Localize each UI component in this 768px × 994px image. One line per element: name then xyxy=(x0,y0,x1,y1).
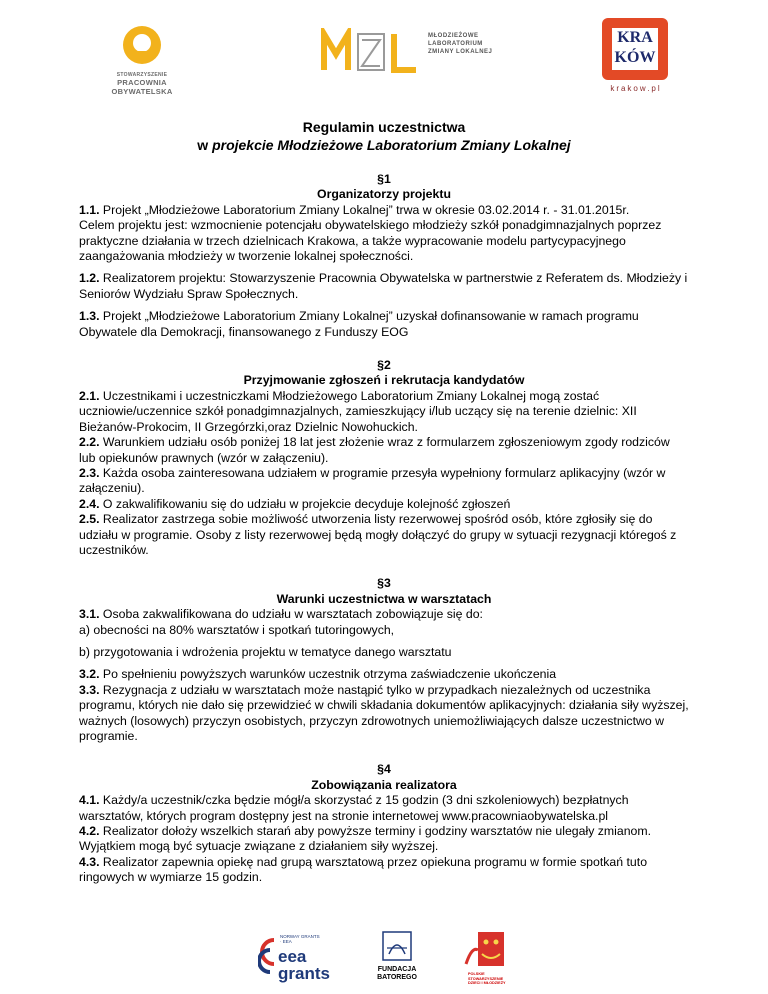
mlzl-line3: ZMIANY LOKALNEJ xyxy=(428,49,493,55)
section-1-title: Organizatorzy projektu xyxy=(317,187,451,202)
document-subtitle xyxy=(79,136,689,154)
eea-line1: eea xyxy=(278,947,307,966)
paragraph-2-3-text: Każda osoba zainteresowana udziałem w programie przesyła wypełniony formularz aplikacyjny (wzór w załączeniu). xyxy=(79,465,666,496)
paragraph-2-2-text: Warunkiem udziału osób poniżej 18 lat jest złożenie wraz z formularzem zgłoszeniowym zgody rodziców lub opiekunów prawnych (wzór w załączeniu). xyxy=(79,435,670,465)
pol-logo-text: POLSKIE STOWARZYSZENIE DZIECI I MŁODZIEŻY xyxy=(468,972,506,985)
eea-swirl-icon xyxy=(258,936,278,976)
paragraph-2-1 xyxy=(79,389,689,435)
paragraph-4-3-text: Realizator zapewnia opiekę nad grupą warsztatową przez opiekuna programu w formie spotkań tuto ringowych w wymiarze 15 godzin. xyxy=(79,854,648,885)
paragraph-1-1-number: 1.1. xyxy=(79,202,100,217)
header-logos xyxy=(0,0,768,110)
document-title: Regulamin uczestnictwa xyxy=(302,119,466,135)
paragraph-4-1 xyxy=(79,793,689,824)
paragraph-3-2 xyxy=(79,667,689,682)
mlzl-logo-text xyxy=(428,32,498,56)
paragraph-3-1 xyxy=(79,607,689,622)
section-4-number: §4 xyxy=(377,762,391,777)
eea-small-text: NORWAY GRANTS · EEA xyxy=(280,934,320,944)
paragraph-1-3-text: Projekt „Młodzieżowe Laboratorium Zmiany Lokalnej” uzyskał dofinansowanie w ramach programu Obywatele dla Demokracji, finansowanego z Funduszy EOG xyxy=(79,309,639,339)
mlzl-line2: LABORATORIUM xyxy=(428,41,483,47)
krakow-logo-frame xyxy=(602,18,668,80)
paragraph-1-2-text: Realizatorem projektu: Stowarzyszenie Pracownia Obywatelska w partnerstwie z Referatem ds. Młodzieży i Seniorów Wydziału Spraw Społecznych. xyxy=(79,271,688,301)
krakow-logo-letters xyxy=(612,28,658,70)
document-body xyxy=(79,118,689,886)
subtitle-project-name: projekcie Młodzieżowe Laboratorium Zmiany Lokalnej xyxy=(212,137,571,153)
krakow-url: krakow.pl xyxy=(610,84,662,93)
krakow-line1: KRA xyxy=(617,29,653,46)
paragraph-2-4-text: O zakwalifikowaniu się do udziału w projekcie decyduje kolejność zgłoszeń xyxy=(99,496,511,511)
section-2-number: §2 xyxy=(377,358,391,373)
pol-figures-icon xyxy=(462,930,510,970)
paragraph-3-1-number: 3.1. xyxy=(79,607,100,622)
paragraph-2-4 xyxy=(79,497,689,512)
paragraph-1-1 xyxy=(79,203,689,218)
logo-spo-line1: STOWARZYSZENIE xyxy=(116,72,168,78)
krakow-logo xyxy=(598,18,674,100)
paragraph-2-5-number: 2.5. xyxy=(79,512,100,527)
logo-spo-line3: OBYWATELSKA xyxy=(111,87,173,96)
paragraph-4-3-number: 4.3. xyxy=(79,854,100,869)
footer-logos xyxy=(0,928,768,994)
batory-text xyxy=(367,966,427,982)
paragraph-2-5 xyxy=(79,512,689,558)
paragraph-2-4-number: 2.4. xyxy=(79,496,100,511)
section-3-title: Warunki uczestnictwa w warsztatach xyxy=(276,591,492,606)
paragraph-1-1-text: Projekt „Młodzieżowe Laboratorium Zmiany Lokalnej” trwa w okresie 03.02.2014 r. - 31.01.2015r. xyxy=(99,202,630,217)
section-3-number: §3 xyxy=(377,576,391,591)
paragraph-2-3 xyxy=(79,466,689,497)
polish-children-youth-logo xyxy=(462,930,522,990)
paragraph-3-3-number: 3.3. xyxy=(79,682,100,697)
logo-spo-line2: PRACOWNIA xyxy=(117,78,167,87)
paragraph-3-2-number: 3.2. xyxy=(79,667,100,682)
paragraph-4-3 xyxy=(79,855,689,886)
subtitle-prefix: w xyxy=(197,137,213,153)
eea-line2: grants xyxy=(278,964,330,983)
paragraph-1-2 xyxy=(79,271,689,302)
paragraph-3-1-a: a) obecności na 80% warsztatów i spotkań tutoringowych, xyxy=(79,622,395,637)
paragraph-2-5-text: Realizator zastrzega sobie możliwość utworzenia listy rezerwowej spośród osób, które zgłosiły się do udziału w programie. Osoby z listy rezerwowej będą mogły dołączyć do grupy w sytuacji rezygnacji któregoś z uczestników. xyxy=(79,512,677,557)
paragraph-3-3 xyxy=(79,683,689,745)
paragraph-2-1-text: Uczestnikami i uczestniczkami Młodzieżowego Laboratorium Zmiany Lokalnej mogą zostać uczniowie/uczennice szkół ponadgimnazjalnych, zamieszkujący i/lub uczący się na terenie dzielnic: XII Bieżanów-Prokocim, II Grzegórzki,oraz Dzielnic Nowohuckich. xyxy=(79,388,637,434)
section-1-number: §1 xyxy=(377,172,391,186)
paragraph-2-3-number: 2.3. xyxy=(79,465,100,480)
paragraph-4-1-number: 4.1. xyxy=(79,793,100,808)
eea-grants-text xyxy=(278,948,330,982)
krakow-line2: KÓW xyxy=(614,49,656,66)
batory-line2: BATOREGO xyxy=(377,974,417,981)
paragraph-1-1-goal: Celem projektu jest: wzmocnienie potencjału obywatelskiego młodzieży szkół ponadgimnazjalnych poprzez praktyczne działania w trzech dzielnicach Krakowa, a także wypracowanie modelu partycypacyjnego zaangażowania młodzieży w tworzenie lokalnej społeczności. xyxy=(79,218,662,264)
paragraph-4-2-number: 4.2. xyxy=(79,824,100,839)
mlzl-letters-icon xyxy=(320,28,424,74)
paragraph-1-3-number: 1.3. xyxy=(79,309,100,324)
paragraph-1-3 xyxy=(79,309,689,340)
paragraph-2-2-number: 2.2. xyxy=(79,435,100,450)
section-4-title: Zobowiązania realizatora xyxy=(311,777,457,792)
pracownia-obywatelska-logo xyxy=(92,24,192,104)
paragraph-3-3-text: Rezygnacja z udziału w warsztatach może nastąpić tylko w przypadkach niezależnych od uczestnika programu, których nie dało się przewidzieć w chwili składania dokumentów aplikacyjnych: działania siły wyższej, ważnych (losowych) przyczyn osobistych, przyczyn zdrowotnych uniemożliwiających dalsze uczestnictwo w programie. xyxy=(79,682,689,743)
paragraph-2-2 xyxy=(79,435,689,466)
paragraph-3-1-b: b) przygotowania i wdrożenia projektu w tematyce danego warsztatu xyxy=(79,644,452,659)
paragraph-3-1-text: Osoba zakwalifikowana do udziału w warsztatach zobowiązuje się do: xyxy=(99,607,483,622)
section-2-title: Przyjmowanie zgłoszeń i rekrutacja kandydatów xyxy=(243,373,525,388)
paragraph-3-2-text: Po spełnieniu powyższych warunków uczestnik otrzyma zaświadczenie ukończenia xyxy=(99,667,557,682)
eea-grants-logo xyxy=(258,932,332,988)
paragraph-4-1-text: Każdy/a uczestnik/czka będzie mógł/a skorzystać z 15 godzin (3 dni szkoleniowych) bezpłatnych warsztatów, których program dostępny jest na stronie internetowej www.pracowniaobywatelska.pl xyxy=(79,793,629,823)
paragraph-2-1-number: 2.1. xyxy=(79,388,100,403)
fundacja-batorego-logo xyxy=(367,930,427,990)
batory-emblem-icon xyxy=(367,930,427,964)
paragraph-1-2-number: 1.2. xyxy=(79,271,100,286)
paragraph-4-2-text: Realizator dołoży wszelkich starań aby powyższe terminy i godziny warsztatów nie ulegały zmianom. Wyjątkiem mogą być sytuacje związane z działaniem siły wyższej. xyxy=(79,824,652,854)
paragraph-4-2 xyxy=(79,824,689,855)
mlzl-logo xyxy=(320,28,493,78)
pracownia-logo-icon xyxy=(112,24,172,70)
mlzl-line1: MŁODZIEŻOWE xyxy=(428,33,479,39)
batory-line1: FUNDACJA xyxy=(377,966,417,973)
